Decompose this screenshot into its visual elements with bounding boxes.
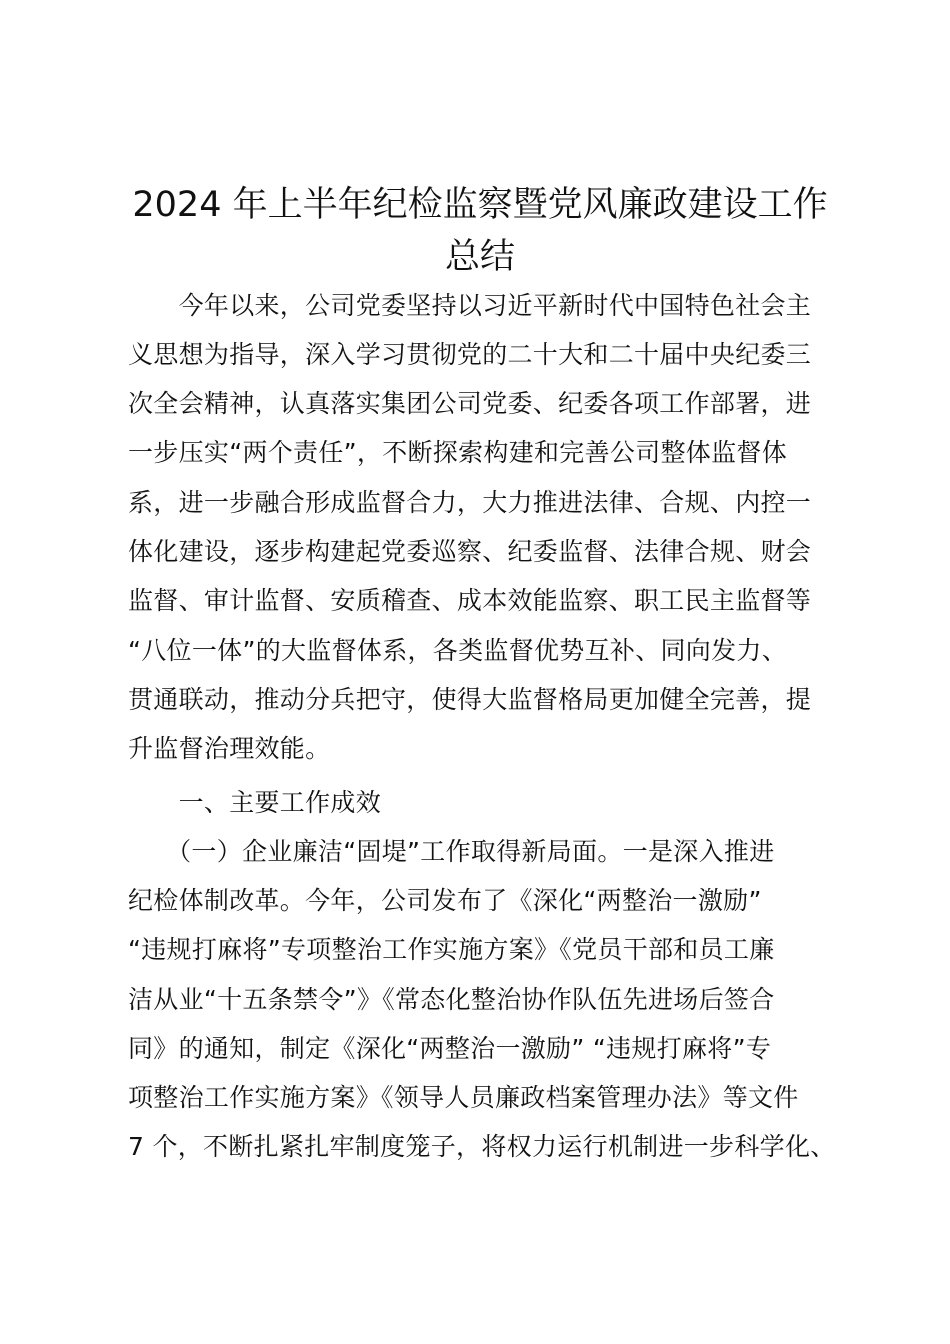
body-line-7: 监督、审计监督、安质稽查、成本效能监察、职工民主监督等 bbox=[128, 586, 812, 615]
body-line-10: 升监督治理效能。 bbox=[128, 734, 331, 763]
section-heading-1: 一、主要工作成效 bbox=[128, 788, 382, 817]
document-title-line-2: 总结 bbox=[444, 237, 515, 277]
body-line-17: 项整治工作实施方案》《领导人员廉政档案管理办法》等文件 bbox=[128, 1083, 799, 1112]
body-line-18: 7 个，不断扎紧扎牢制度笼子，将权力运行机制进一步科学化、 bbox=[128, 1132, 836, 1161]
body-line-16: 同》的通知，制定《深化“两整治一激励” “违规打麻将”专 bbox=[128, 1034, 772, 1063]
body-line-2: 义思想为指导，深入学习贯彻党的二十大和二十届中央纪委三 bbox=[128, 340, 812, 369]
body-line-9: 贯通联动，推动分兵把守，使得大监督格局更加健全完善，提 bbox=[128, 685, 812, 714]
body-line-15: 洁从业“十五条禁令”》《常态化整治协作队伍先进场后签合 bbox=[128, 985, 775, 1014]
body-line-5: 系，进一步融合形成监督合力，大力推进法律、合规、内控一 bbox=[128, 488, 812, 517]
body-line-12: （一）企业廉洁“固堤”工作取得新局面。一是深入推进 bbox=[128, 837, 775, 866]
body-line-4: 一步压实“两个责任”，不断探索构建和完善公司整体监督体 bbox=[128, 438, 788, 467]
body-line-13: 纪检体制改革。今年，公司发布了《深化“两整治一激励” bbox=[128, 886, 762, 915]
body-line-8: “八位一体”的大监督体系，各类监督优势互补、同向发力、 bbox=[128, 636, 788, 665]
body-line-3: 次全会精神，认真落实集团公司党委、纪委各项工作部署，进 bbox=[128, 389, 812, 418]
body-line-6: 体化建设，逐步构建起党委巡察、纪委监督、法律合规、财会 bbox=[128, 537, 812, 566]
body-line-14: “违规打麻将”专项整治工作实施方案》《党员干部和员工廉 bbox=[128, 935, 775, 964]
document-title-line-1: 2024 年上半年纪检监察暨党风廉政建设工作 bbox=[132, 185, 828, 225]
body-line-1: 今年以来，公司党委坚持以习近平新时代中国特色社会主 bbox=[128, 291, 812, 320]
